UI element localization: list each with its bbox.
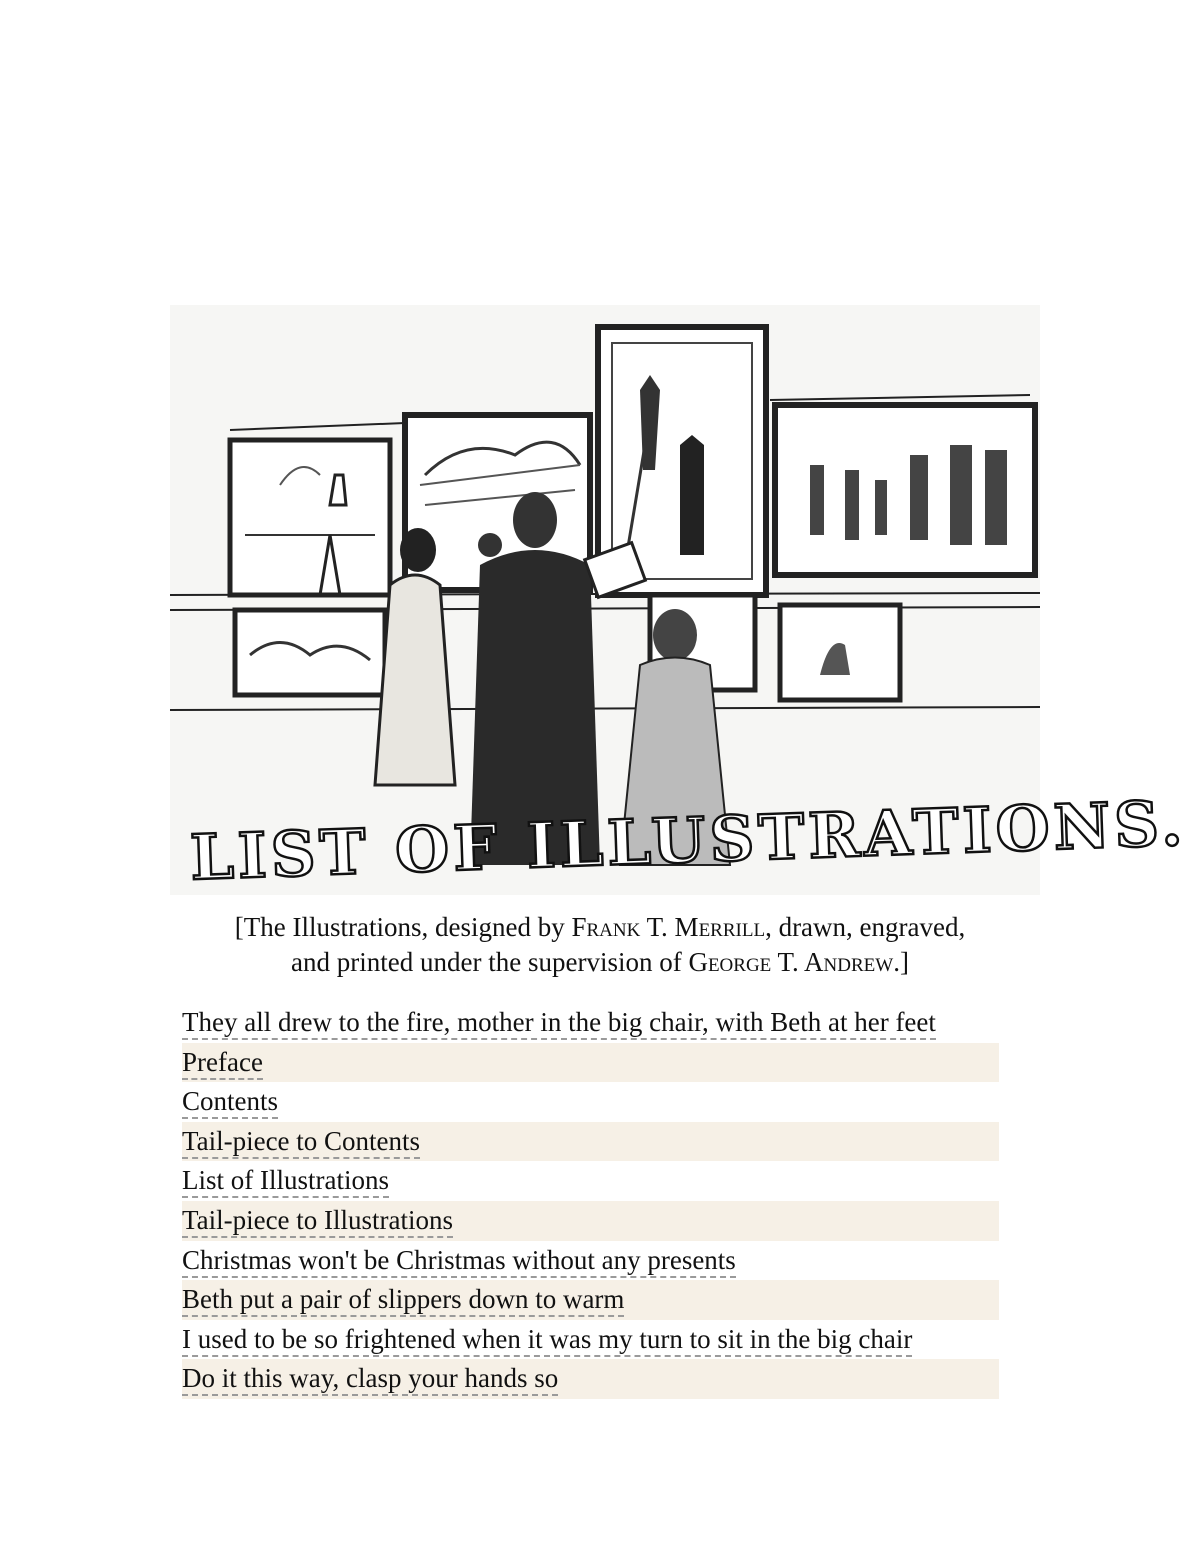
painting-procession-frame [775, 405, 1035, 575]
list-item [182, 1161, 999, 1201]
caption-line2-pre: and printed under the supervision of [291, 947, 689, 977]
illustration-title-lettering: LIST OF ILLUSTRATIONS. [188, 786, 1188, 895]
illustration-link-6[interactable]: Tail-piece to Illustrations [182, 1205, 453, 1238]
list-item [182, 1003, 999, 1043]
caption-line1-post: , drawn, engraved, [765, 912, 966, 942]
supervisor-name: George T. Andrew [688, 947, 894, 977]
painting-bottom-right-frame [780, 605, 900, 700]
list-item [182, 1082, 999, 1122]
illustration-link-2[interactable]: Preface [182, 1047, 263, 1080]
illustration-link-1[interactable]: They all drew to the fire, mother in the big chair, with Beth at her feet [182, 1007, 936, 1040]
caption-line-2 [190, 945, 1010, 980]
list-of-illustrations-engraving [170, 305, 1188, 895]
caption-line1-pre: [The Illustrations, designed by [234, 912, 572, 942]
painting-bottom-left-frame [235, 610, 385, 695]
illustrations-credit-caption [190, 910, 1010, 980]
list-item [182, 1280, 999, 1320]
illustration-link-5[interactable]: List of Illustrations [182, 1165, 389, 1198]
list-item [182, 1320, 999, 1360]
illustration-link-3[interactable]: Contents [182, 1086, 278, 1119]
painting-left-frame [230, 440, 390, 595]
engraving-drawing [170, 305, 1188, 895]
list-item [182, 1241, 999, 1281]
list-item [182, 1122, 999, 1162]
illustration-link-4[interactable]: Tail-piece to Contents [182, 1126, 420, 1159]
list-item [182, 1043, 999, 1083]
illustrator-name: Frank T. Merrill [571, 912, 766, 942]
caption-line-1 [190, 910, 1010, 945]
illustration-link-8[interactable]: Beth put a pair of slippers down to warm [182, 1284, 624, 1317]
list-item [182, 1201, 999, 1241]
illustration-link-9[interactable]: I used to be so frightened when it was my turn to sit in the big chair [182, 1324, 912, 1357]
illustration-link-7[interactable]: Christmas won't be Christmas without any presents [182, 1245, 736, 1278]
illustration-link-10[interactable]: Do it this way, clasp your hands so [182, 1363, 558, 1396]
caption-line2-post: .] [893, 947, 909, 977]
illustrations-list [182, 1003, 999, 1399]
list-item [182, 1359, 999, 1399]
